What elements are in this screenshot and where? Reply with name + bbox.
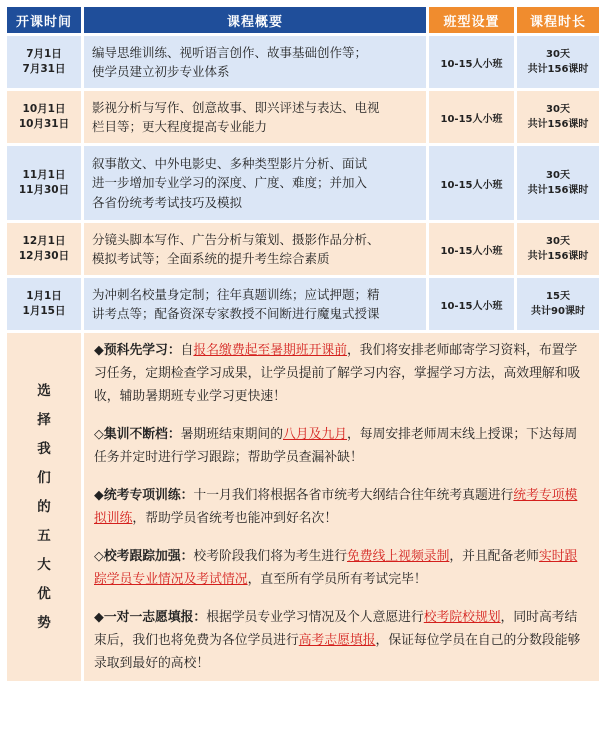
summary-cell xyxy=(84,278,426,330)
summary-cell xyxy=(84,146,426,220)
header-class-type: 班型设置 xyxy=(429,7,514,33)
summary-line: 各省份统考考试技巧及模拟 xyxy=(92,194,243,210)
end-date: 11月30日 xyxy=(18,184,70,196)
date-cell xyxy=(7,36,81,88)
header-start-time: 开课时间 xyxy=(7,7,81,33)
advantage-text: ，帮助学员省统考也能冲到好名次！ xyxy=(132,511,338,527)
table-header xyxy=(7,7,599,33)
header-duration: 课程时长 xyxy=(517,7,599,33)
label-char: 我 xyxy=(37,440,51,457)
date-cell xyxy=(7,223,81,275)
label-char: 们 xyxy=(37,469,51,486)
class-type-cell: 10-15人小班 xyxy=(429,278,514,330)
advantage-item xyxy=(94,545,589,591)
class-type-cell: 10-15人小班 xyxy=(429,146,514,220)
advantage-item xyxy=(94,606,589,675)
advantage-highlight: 实时跟踪学员专业情况及考试情况 xyxy=(94,549,578,588)
duration-hours: 共计90课时 xyxy=(531,306,585,317)
advantage-highlight: 统考专项模拟训练 xyxy=(94,488,578,527)
summary-cell xyxy=(84,91,426,143)
summary-line: 使学员建立初步专业体系 xyxy=(92,64,230,79)
advantage-item xyxy=(94,339,589,408)
advantage-item xyxy=(94,423,589,469)
label-char: 优 xyxy=(37,585,51,602)
duration-hours: 共计156课时 xyxy=(527,185,589,196)
start-date: 12月1日 xyxy=(22,234,66,247)
advantage-text: 根据学员专业学习情况及个人意愿进行 xyxy=(206,610,424,626)
summary-cell xyxy=(84,36,426,88)
table-row xyxy=(7,278,599,330)
diamond-filled-icon: ◆ xyxy=(94,343,104,358)
duration-hours: 共计156课时 xyxy=(527,119,589,130)
advantage-text: ，保证每位学员在自己的分数段能够录取到最好的高校！ xyxy=(94,633,581,672)
summary-line: 进一步增加专业学习的深度、广度、难度；并加入 xyxy=(92,175,368,191)
summary-line: 影视分析与写作、创意故事、即兴评述与表达、电视 xyxy=(92,99,380,115)
advantage-text: ，每周安排老师周末线上授课；下达每周任务并定时进行学习跟踪；帮助学员查漏补缺！ xyxy=(94,427,578,466)
start-date: 10月1日 xyxy=(22,102,66,115)
advantage-text: ，同时高考结束后，我们也将免费为各位学员进行 xyxy=(94,610,578,649)
summary-line: 编导思维训练、视听语言创作、故事基础创作等； xyxy=(92,44,368,60)
duration-cell xyxy=(517,278,599,330)
start-date: 11月1日 xyxy=(22,168,66,181)
advantage-title: 预科先学习： xyxy=(103,343,181,358)
start-date: 7月1日 xyxy=(26,47,62,60)
advantage-text: ，我们将安排老师邮寄学习资料，布置学习任务，定期检查学习成果，让学员提前了解学习内容，掌握学习方法，高效理解和吸收，辅助暑期班专业学习更快速！ xyxy=(94,343,581,405)
advantage-text: 十一月我们将根据各省市统考大纲结合往年统考真题进行 xyxy=(193,488,514,504)
diamond-outline-icon: ◇ xyxy=(94,427,104,443)
advantage-highlight: 高考志愿填报 xyxy=(298,633,376,649)
advantages-row xyxy=(7,333,599,681)
header-course-summary: 课程概要 xyxy=(84,7,426,33)
end-date: 7月31日 xyxy=(22,63,66,75)
class-type-cell: 10-15人小班 xyxy=(429,36,514,88)
duration-days: 30天 xyxy=(546,49,570,60)
advantage-highlight: 八月及九月 xyxy=(283,427,347,443)
summary-line: 模拟考试等；全面系统的提升考生综合素质 xyxy=(92,251,330,266)
advantage-text: 暑期班结束期间的 xyxy=(180,427,283,443)
label-char: 势 xyxy=(37,614,51,631)
summary-line: 叙事散文、中外电影史、多种类型影片分析、面试 xyxy=(92,155,368,171)
diamond-filled-icon: ◆ xyxy=(94,610,104,626)
date-cell xyxy=(7,146,81,220)
table-row xyxy=(7,36,599,88)
table-row xyxy=(7,146,599,220)
summary-line: 为冲刺名校量身定制；往年真题训练；应试押题；精 xyxy=(92,286,380,302)
label-char: 选 xyxy=(37,382,51,399)
advantage-item xyxy=(94,484,589,530)
advantage-text: 自 xyxy=(180,343,194,358)
date-cell xyxy=(7,91,81,143)
duration-days: 15天 xyxy=(546,291,570,302)
schedule-table xyxy=(4,4,600,684)
advantage-text: 校考阶段我们将为考生进行 xyxy=(193,549,347,565)
end-date: 1月15日 xyxy=(22,305,66,317)
advantage-text: ，并且配备老师 xyxy=(449,549,539,565)
duration-days: 30天 xyxy=(546,104,570,115)
advantage-title: 统考专项训练： xyxy=(103,488,194,504)
advantage-title: 一对一志愿填报： xyxy=(103,610,207,626)
duration-days: 30天 xyxy=(546,170,570,181)
advantage-highlight: 校考院校规划 xyxy=(423,610,501,626)
duration-hours: 共计156课时 xyxy=(527,251,589,262)
summary-cell xyxy=(84,223,426,275)
duration-days: 30天 xyxy=(546,236,570,247)
advantage-text: ，直至所有学员所有考试完毕！ xyxy=(247,572,427,588)
summary-line: 分镜头脚本写作、广告分析与策划、摄影作品分析、 xyxy=(92,231,380,247)
duration-cell xyxy=(517,91,599,143)
date-cell xyxy=(7,278,81,330)
advantage-highlight: 报名缴费起至暑期班开课前 xyxy=(193,343,347,358)
summary-line: 讲考点等；配备资深专家教授不间断进行魔鬼式授课 xyxy=(92,306,380,321)
advantage-title: 集训不断档： xyxy=(103,427,181,443)
advantages-body xyxy=(84,333,599,681)
advantages-label xyxy=(7,333,81,681)
summary-line: 栏目等；更大程度提高专业能力 xyxy=(92,119,268,134)
label-char: 择 xyxy=(37,411,51,428)
label-char: 大 xyxy=(37,556,51,573)
label-char: 五 xyxy=(37,527,51,544)
table-row xyxy=(7,223,599,275)
duration-cell xyxy=(517,36,599,88)
class-type-cell: 10-15人小班 xyxy=(429,223,514,275)
label-char: 的 xyxy=(37,498,51,515)
duration-cell xyxy=(517,223,599,275)
end-date: 12月30日 xyxy=(18,250,70,262)
advantage-highlight: 免费线上视频录制 xyxy=(346,549,450,565)
table-row xyxy=(7,91,599,143)
end-date: 10月31日 xyxy=(18,118,70,130)
start-date: 1月1日 xyxy=(26,289,62,302)
diamond-outline-icon: ◇ xyxy=(94,549,104,565)
class-type-cell: 10-15人小班 xyxy=(429,91,514,143)
course-schedule xyxy=(4,4,596,684)
duration-cell xyxy=(517,146,599,220)
advantage-title: 校考跟踪加强： xyxy=(103,549,194,565)
duration-hours: 共计156课时 xyxy=(527,64,589,75)
diamond-filled-icon: ◆ xyxy=(94,488,104,504)
